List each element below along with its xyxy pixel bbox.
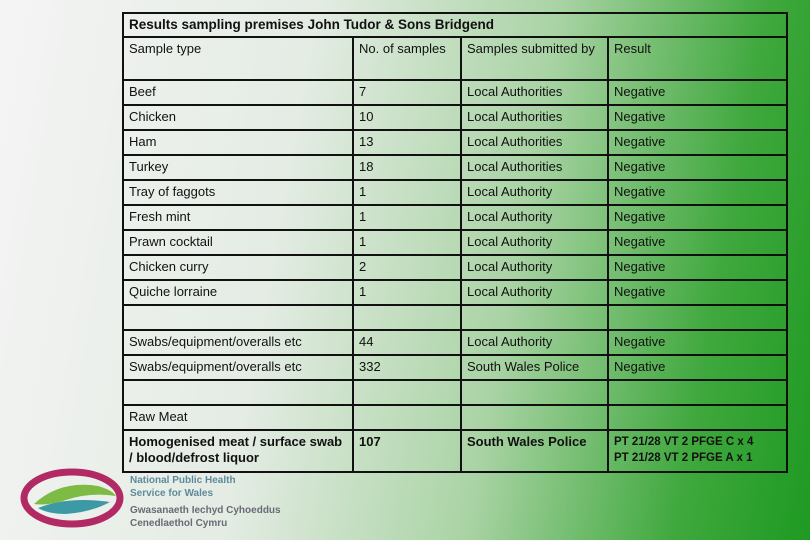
cell-submitted-by: South Wales Police [461,355,608,380]
cell-submitted-by: Local Authorities [461,80,608,105]
cell-submitted-by: Local Authority [461,255,608,280]
cell-sample-type: Ham [123,130,353,155]
logo-line-1: National Public Health [130,475,236,486]
header-no-of-samples: No. of samples [353,37,461,80]
table-row [123,130,787,155]
header-result: Result [608,37,787,80]
cell-sample-type: Fresh mint [123,205,353,230]
cell-sample-type: Chicken curry [123,255,353,280]
table-row [123,155,787,180]
cell-count: 1 [353,180,461,205]
blank-row [123,380,787,405]
cell-count: 2 [353,255,461,280]
cell-sample-type: Tray of faggots [123,180,353,205]
cell-result: Negative [608,230,787,255]
results-table [122,12,788,473]
table-title: Results sampling premises John Tudor & Sons Bridgend [123,13,787,37]
cell-result [608,430,787,472]
cell-result: Negative [608,180,787,205]
cell-sample-type: Quiche lorraine [123,280,353,305]
blank-cell [461,305,608,330]
blank-cell [123,380,353,405]
blank-cell [353,305,461,330]
table-row [123,355,787,380]
section-label-raw-meat: Raw Meat [123,405,353,430]
logo-line-3: Gwasanaeth Iechyd Cyhoeddus [130,505,281,516]
cell-sample-type: Beef [123,80,353,105]
cell-sample-type: Homogenised meat / surface swab / blood/defrost liquor [123,430,353,472]
cell-result: Negative [608,355,787,380]
cell-count: 44 [353,330,461,355]
cell-result: Negative [608,105,787,130]
table-row [123,205,787,230]
cell-count: 1 [353,205,461,230]
table-row [123,230,787,255]
logo-text [130,474,281,530]
cell-count: 7 [353,80,461,105]
section-row-raw-meat [123,405,787,430]
blank-cell [123,305,353,330]
cell-count: 107 [353,430,461,472]
cell-submitted-by: South Wales Police [461,430,608,472]
blank-cell [608,305,787,330]
cell-submitted-by: Local Authority [461,180,608,205]
cell-sample-type: Swabs/equipment/overalls etc [123,330,353,355]
cell-submitted-by: Local Authorities [461,155,608,180]
blank-cell [608,380,787,405]
blank-cell [608,405,787,430]
table-row [123,255,787,280]
cell-submitted-by: Local Authority [461,330,608,355]
cell-result: Negative [608,255,787,280]
cell-result: Negative [608,280,787,305]
cell-result: Negative [608,205,787,230]
cell-count: 1 [353,230,461,255]
cell-submitted-by: Local Authorities [461,105,608,130]
header-sample-type: Sample type [123,37,353,80]
cell-sample-type: Prawn cocktail [123,230,353,255]
cell-result: Negative [608,80,787,105]
cell-submitted-by: Local Authority [461,280,608,305]
cell-count: 332 [353,355,461,380]
logo-line-2: Service for Wales [130,488,214,499]
result-line-1: PT 21/28 VT 2 PFGE C x 4 [614,436,754,448]
cell-sample-type: Chicken [123,105,353,130]
cell-submitted-by: Local Authorities [461,130,608,155]
header-row [123,37,787,80]
blank-cell [461,405,608,430]
result-line-2: PT 21/28 VT 2 PFGE A x 1 [614,452,753,464]
table-row [123,180,787,205]
table-row [123,330,787,355]
blank-cell [353,405,461,430]
blank-cell [353,380,461,405]
cell-count: 1 [353,280,461,305]
cell-submitted-by: Local Authority [461,205,608,230]
cell-submitted-by: Local Authority [461,230,608,255]
cell-result: Negative [608,130,787,155]
blank-row [123,305,787,330]
logo-line-4: Cenedlaethol Cymru [130,518,228,529]
table-row [123,80,787,105]
blank-cell [461,380,608,405]
cell-result: Negative [608,155,787,180]
header-submitted-by: Samples submitted by [461,37,608,80]
cell-count: 10 [353,105,461,130]
table-row [123,105,787,130]
cell-sample-type: Turkey [123,155,353,180]
cell-count: 13 [353,130,461,155]
cell-sample-type: Swabs/equipment/overalls etc [123,355,353,380]
cell-count: 18 [353,155,461,180]
table-row [123,280,787,305]
cell-result: Negative [608,330,787,355]
